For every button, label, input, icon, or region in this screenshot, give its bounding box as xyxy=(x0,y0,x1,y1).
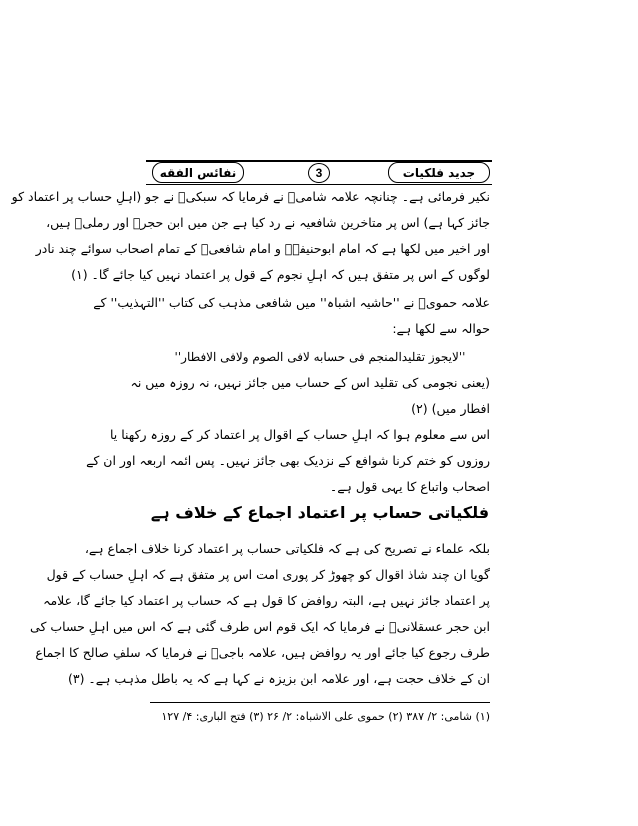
page-header xyxy=(146,160,492,184)
quote-translation-line: (یعنی نجومی کی تقلید اس کے حساب میں جائز نہیں، نہ روزہ میں نہ xyxy=(130,375,490,390)
text-line: بلکہ علماء نے تصریح کی ہے کہ فلکیاتی حساب پر اعتماد کرنا خلاف اجماع ہے، xyxy=(84,541,490,556)
text-line: اس سے معلوم ہوا کہ اہلِ حساب کے اقوال پر اعتماد کر کے روزہ رکھنا یا xyxy=(109,427,490,442)
text-line: ابن حجر عسقلانیؒ نے فرمایا کہ ایک قوم اس طرف گئی ہے کہ اس میں اہلِ حساب کی xyxy=(30,619,490,634)
footnotes: (۱) شامی: ۲/ ۳۸۷ (۲) حموی علی الاشباہ: ۲/ ۲۶ (۳) فتح الباری: ۴/ ۱۲۷ xyxy=(161,710,490,723)
text-line: اصحاب واتباع کا یہی قول ہے۔ xyxy=(329,479,490,494)
text-line: پر اعتماد جائز نہیں ہے، البتہ روافض کا قول ہے کہ حساب پر اعتماد کیا جائے گا، علامہ xyxy=(43,593,490,608)
text-line: ان کے خلاف حجت ہے، اور علامہ ابن بزیزہ نے کہا ہے کہ یہ باطل مذہب ہے۔ (۳) xyxy=(67,671,490,686)
footnote-rule xyxy=(150,702,490,703)
series-title-badge: نفائس الفقه xyxy=(152,162,244,183)
quote-translation-line: افطار میں) (۲) xyxy=(411,401,490,416)
text-line: علامہ حمویؒ نے ''حاشیہ اشباہ'' میں شافعی مذہب کی کتاب ''التہذیب'' کے xyxy=(93,295,490,310)
text-line: گویا ان چند شاذ اقوال کو چھوڑ کر پوری امت اس پر متفق ہے کہ اہلِ حساب کے قول xyxy=(46,567,490,582)
book-title-badge: جدید فلکیات xyxy=(388,162,490,183)
text-line: اور اخیر میں لکھا ہے کہ امام ابوحنیفہؒ و امام شافعیؒ کے تمام اصحاب سوائے چند نادر xyxy=(35,241,490,256)
text-line: روزوں کو ختم کرنا شوافع کے نزدیک بھی جائز نہیں۔ پس ائمہ اربعہ اور ان کے xyxy=(86,453,490,468)
text-line: طرف رجوع کیا جائے اور یہ روافض ہیں، علامہ باجیؒ نے فرمایا کہ سلفِ صالح کا اجماع xyxy=(35,645,490,660)
text-line: لوگوں کے اس پر متفق ہیں کہ اہلِ نجوم کے قول پر اعتماد نہیں کیا جائے گا۔ (۱) xyxy=(71,267,490,282)
text-line: جائز کہا ہے) اس پر متاخرین شافعیہ نے رد کیا ہے جن میں ابن حجرؒ اور رملیؒ ہیں، xyxy=(46,215,490,230)
text-line: نکیر فرمائی ہے۔ چنانچہ علامہ شامیؒ نے فرمایا کہ سبکیؒ نے جو (اہلِ حساب پر اعتماد کو xyxy=(11,189,490,204)
section-heading: فلکیاتی حساب پر اعتماد اجماع کے خلاف ہے xyxy=(150,503,490,522)
text-line: حوالہ سے لکھا ہے: xyxy=(392,321,490,336)
arabic-quote: ''لایجوز تقلیدالمنجم فی حسابه لافی الصوم ولافی الافطار'' xyxy=(174,350,466,364)
page-number: 3 xyxy=(308,163,330,183)
